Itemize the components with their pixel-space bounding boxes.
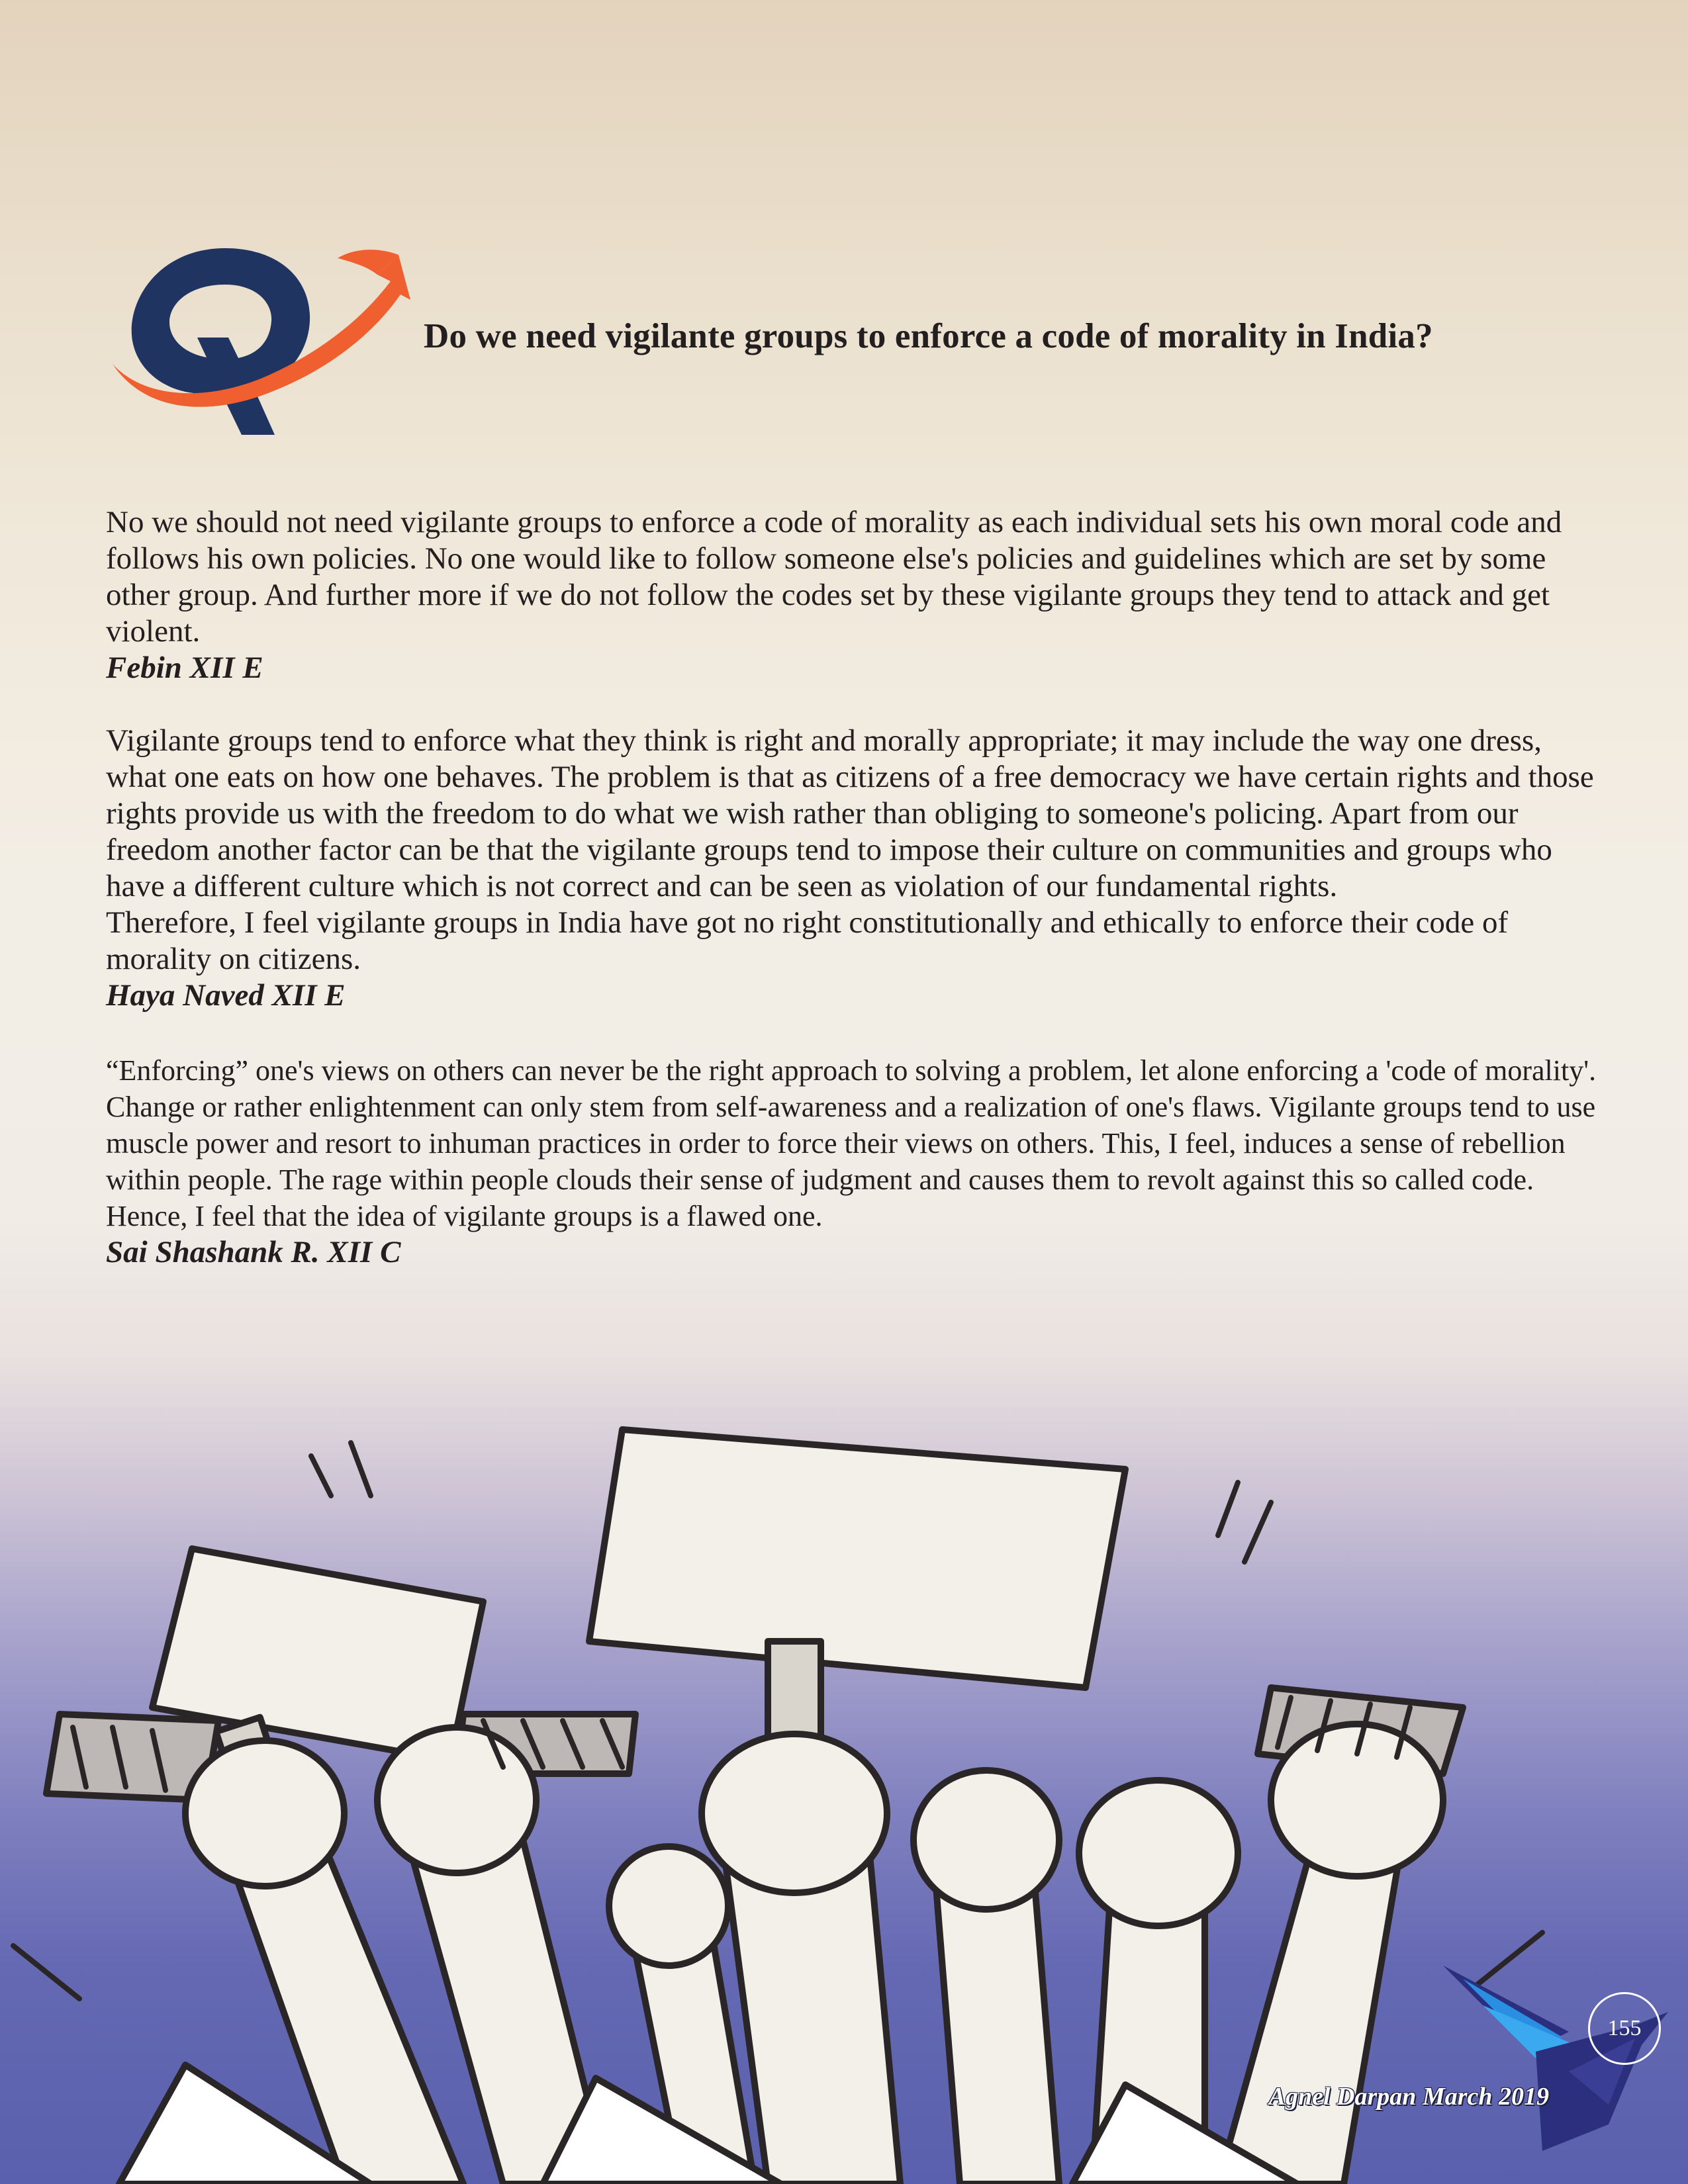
page-title: Do we need vigilante groups to enforce a code of morality in India? [424,317,1433,355]
response-3 [106,1052,1602,1271]
response-paragraph: No we should not need vigilante groups to enforce a code of morality as each individual sets his own moral code and follows his own policies. No one would like to follow someone else's policies and guidelines which are set by some other group. And further more if we do not follow the codes set by these vigilante groups they tend to attack and get violent. [106,505,1562,649]
protest-illustration-icon [0,1403,1688,2184]
bird-logo-icon [1436,1952,1675,2177]
page-number-badge: 155 [1588,1992,1661,2065]
responses-section [106,504,1602,1271]
response-author: Sai Shashank R. XII C [106,1235,401,1269]
response-paragraph: “Enforcing” one's views on others can never be the right approach to solving a problem, let alone enforcing a 'code of morality'. Change or rather enlightenment can only stem from self-awareness and a realization of one's flaws. Vigilante groups tend to use muscle power and resort to inhuman practices in order to force their views on others. This, I feel, induces a sense of rebellion within people. The rage within people clouds their sense of judgment and causes them to revolt against this so called code. Hence, I feel that the idea of vigilante groups is a flawed one. [106,1054,1597,1232]
response-author: Febin XII E [106,651,263,685]
response-paragraph: Vigilante groups tend to enforce what they think is right and morally appropriate; it may include the way one dress, what one eats on how one behaves. The problem is that as citizens of a free democracy we have certain rights and those rights provide us with the freedom to do what we wish rather than obliging to someone's policing. Apart from our freedom another factor can be that the vigilante groups tend to impose their culture on communities and groups who have a different culture which is not correct and can be seen as violation of our fundamental rights. [106,723,1594,903]
publication-footer: Agnel Darpan March 2019 [1268,2083,1549,2111]
response-author: Haya Naved XII E [106,978,346,1013]
question-q-logo-icon [99,228,417,440]
response-1 [106,504,1602,686]
response-2 [106,723,1602,1014]
response-paragraph: Therefore, I feel vigilante groups in India have got no right constitutionally and ethically to enforce their code of morality on citizens. [106,905,1509,976]
